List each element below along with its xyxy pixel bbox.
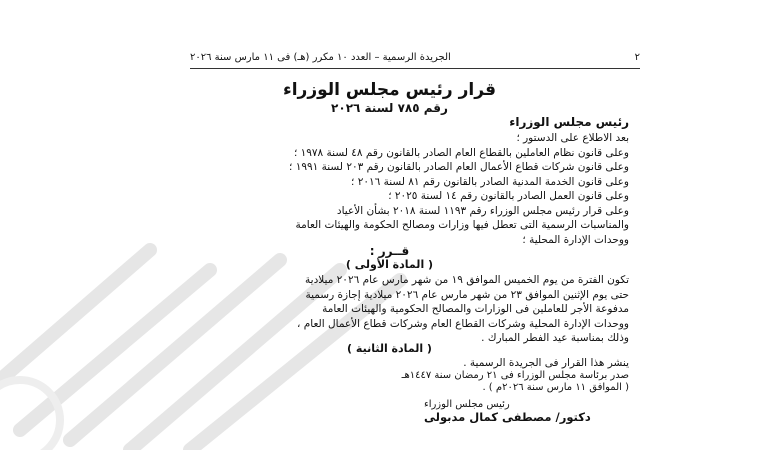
issuer-heading: رئيس مجلس الوزراء bbox=[509, 115, 629, 129]
issued-block bbox=[179, 370, 629, 394]
article1-line: مدفوعة الأجر للعاملين فى الوزارات والمصالح الحكومية والهيئات العامة bbox=[322, 303, 629, 315]
preamble-line: ووحدات الإدارة المحلية ؛ bbox=[522, 233, 629, 246]
page-number: ٢ bbox=[634, 52, 640, 63]
article1-line: حتى يوم الإثنين الموافق ٢٣ من شهر مارس عام ٢٠٢٦ ميلادية إجازة رسمية bbox=[305, 288, 629, 301]
decree-number: رقم ٧٨٥ لسنة ٢٠٢٦ bbox=[331, 101, 448, 115]
article1-heading: ( المادة الأولى ) bbox=[345, 258, 434, 271]
preamble-line: وعلى قانون العمل الصادر بالقانون رقم ١٤ لسنة ٢٠٢٥ ؛ bbox=[388, 190, 629, 202]
header-divider bbox=[190, 68, 640, 69]
article1-line: وذلك بمناسبة عيد الفطر المبارك . bbox=[481, 332, 629, 344]
article1-line: ووحدات الإدارة المحلية وشركات القطاع العام وشركات قطاع الأعمال العام ، bbox=[297, 317, 629, 330]
preamble-line: وعلى قانون الخدمة المدنية الصادر بالقانون رقم ٨١ لسنة ٢٠١٦ ؛ bbox=[351, 175, 629, 188]
preamble bbox=[179, 131, 629, 247]
preamble-line: والمناسبات الرسمية التى تعطل فيها وزارات ومصالح الحكومة والهيئات العامة bbox=[295, 219, 629, 231]
signature-role: رئيس مجلس الوزراء bbox=[424, 399, 510, 410]
gazette-header bbox=[190, 52, 640, 63]
article1-text bbox=[179, 273, 629, 346]
article2-heading: ( المادة الثانية ) bbox=[347, 342, 432, 355]
gazette-issue-line: الجريدة الرسمية – العدد ١٠ مكرر (هـ) فى ١١ مارس سنة ٢٠٢٦ bbox=[190, 52, 451, 63]
article2-text bbox=[179, 356, 629, 371]
preamble-line: وعلى قانون شركات قطاع الأعمال العام الصادر بالقانون رقم ٢٠٣ لسنة ١٩٩١ ؛ bbox=[289, 161, 629, 173]
signature-block bbox=[424, 398, 624, 424]
preamble-line: بعد الاطلاع على الدستور ؛ bbox=[516, 132, 629, 144]
decree-title: قرار رئيس مجلس الوزراء bbox=[283, 80, 496, 100]
issued-line: ( الموافق ١١ مارس سنة ٢٠٢٦م ) . bbox=[482, 382, 629, 393]
article2-line: ينشر هذا القرار فى الجريدة الرسمية . bbox=[463, 357, 629, 369]
article1-line: تكون الفترة من يوم الخميس الموافق ١٩ من شهر مارس عام ٢٠٢٦ ميلادية bbox=[305, 274, 629, 286]
issued-line: صدر برئاسة مجلس الوزراء فى ٢١ رمضان سنة ١٤٤٧هـ bbox=[401, 370, 629, 381]
preamble-line: وعلى قانون نظام العاملين بالقطاع العام الصادر بالقانون رقم ٤٨ لسنة ١٩٧٨ ؛ bbox=[293, 146, 629, 159]
decided-heading: قــرر : bbox=[369, 244, 410, 258]
signature-name: دكتور/ مصطفى كمال مدبولى bbox=[424, 410, 591, 424]
preamble-line: وعلى قرار رئيس مجلس الوزراء رقم ١١٩٣ لسنة ٢٠١٨ بشأن الأعياد bbox=[336, 204, 629, 217]
